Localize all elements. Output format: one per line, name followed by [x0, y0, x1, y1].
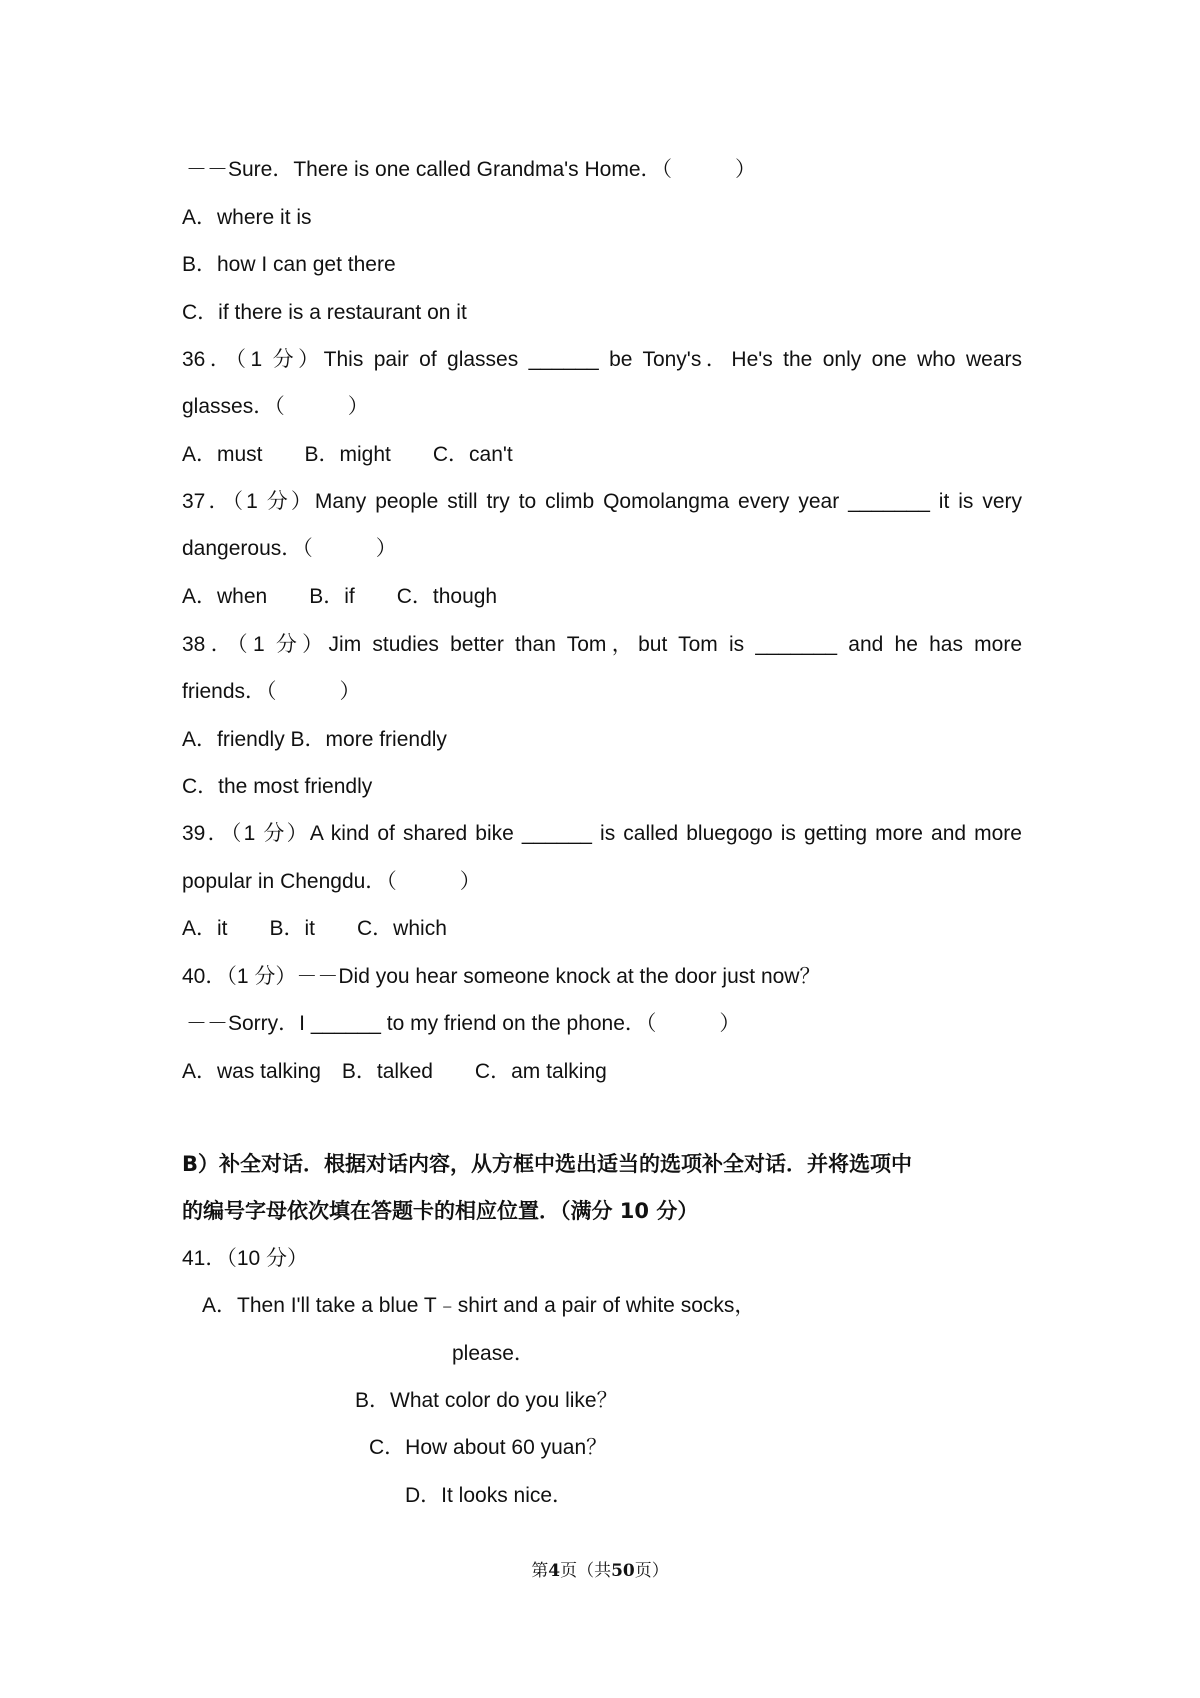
- footer-page-number: 4: [548, 1561, 561, 1581]
- q36-options: A．must B．might C．can't: [182, 443, 513, 466]
- q37-stem-line1: 37．（1 分）Many people still try to climb Qomolangma every year _______ it is very: [182, 490, 1022, 513]
- footer-total-pages: 50: [611, 1561, 635, 1581]
- footer-prefix: 第: [531, 1561, 549, 1581]
- q35-option-a: A．where it is: [182, 206, 312, 229]
- footer-mid: 页（共: [560, 1561, 612, 1581]
- q37-stem-line2: dangerous．（ ）: [182, 537, 397, 560]
- q40-stem-line1: 40．（1 分）－－Did you hear someone knock at the door just now？: [182, 965, 821, 988]
- q35-option-b: B．how I can get there: [182, 253, 396, 276]
- q38-option-c: C．the most friendly: [182, 775, 373, 798]
- page-footer: [0, 1559, 1200, 1583]
- box-option-d: D．It looks nice．: [405, 1484, 574, 1507]
- q39-stem-line2: popular in Chengdu．（ ）: [182, 870, 481, 893]
- q35-option-c: C．if there is a restaurant on it: [182, 301, 467, 324]
- q37-options: A．when B．if C．though: [182, 585, 498, 608]
- q39-options: A．it B．it C．which: [182, 917, 447, 940]
- q38-stem-line1: 38．（1 分）Jim studies better than Tom，but Tom is _______ and he has more: [182, 633, 1022, 656]
- q41-label: 41．（10 分）: [182, 1247, 309, 1270]
- q35-answer-line: －－Sure．There is one called Grandma's Home．（ ）: [186, 158, 757, 181]
- section-b-heading-line1: B）补全对话．根据对话内容，从方框中选出适当的选项补全对话．并将选项中: [182, 1152, 913, 1176]
- section-b-heading-line2: 的编号字母依次填在答题卡的相应位置．（满分 10 分）: [182, 1199, 699, 1223]
- q36-stem-line1: 36．（1 分）This pair of glasses ______ be Tony's．He's the only one who wears: [182, 348, 1022, 371]
- box-option-b: B．What color do you like？: [355, 1389, 618, 1412]
- footer-suffix: 页）: [634, 1561, 669, 1581]
- q36-stem-line2: glasses．（ ）: [182, 395, 369, 418]
- q39-stem-line1: 39．（1 分）A kind of shared bike ______ is called bluegogo is getting more and more: [182, 822, 1022, 845]
- box-option-a-line2: please．: [452, 1342, 535, 1365]
- box-option-a-line1: A．Then I'll take a blue T﹣shirt and a pair of white socks，: [202, 1294, 756, 1317]
- q38-options-ab: A．friendly B．more friendly: [182, 728, 447, 751]
- q40-options: A．was talking B．talked C．am talking: [182, 1060, 607, 1083]
- box-option-c: C．How about 60 yuan？: [369, 1436, 608, 1459]
- q40-stem-line2: －－Sorry．I ______ to my friend on the phone．（ ）: [186, 1012, 741, 1035]
- q38-stem-line2: friends．（ ）: [182, 680, 361, 703]
